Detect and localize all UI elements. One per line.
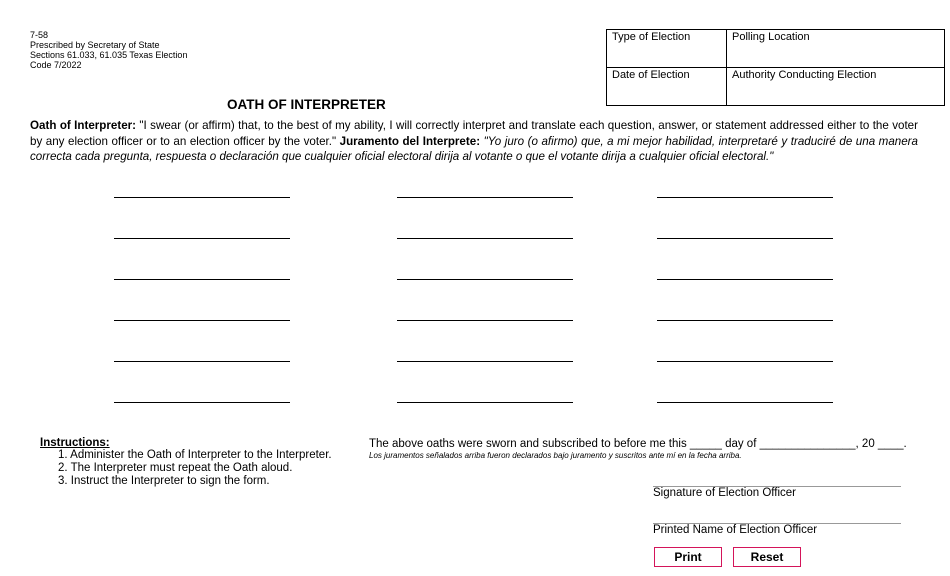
interpreter-signature-line[interactable]: [397, 279, 573, 280]
interpreter-signature-line[interactable]: [657, 238, 833, 239]
form-meta: [30, 30, 187, 70]
interpreter-signature-line[interactable]: [397, 361, 573, 362]
instruction-item: 3. Instruct the Interpreter to sign the form.: [58, 475, 270, 487]
interpreter-signature-line[interactable]: [114, 361, 290, 362]
date-of-election-label: Date of Election: [612, 69, 690, 81]
officer-signature-label: Signature of Election Officer: [653, 487, 796, 499]
interpreter-signature-line[interactable]: [114, 402, 290, 403]
instructions-heading: Instructions:: [40, 437, 110, 449]
reset-button[interactable]: Reset: [733, 547, 801, 567]
interpreter-signature-line[interactable]: [657, 197, 833, 198]
date-of-election-field[interactable]: [607, 68, 727, 106]
interpreter-signature-line[interactable]: [397, 320, 573, 321]
page-title: OATH OF INTERPRETER: [227, 97, 386, 112]
interpreter-signature-line[interactable]: [114, 197, 290, 198]
sworn-statement-spanish: Los juramentos señalados arriba fueron declarados bajo juramento y suscritos ante mí en la fecha arriba.: [369, 451, 742, 460]
type-of-election-label: Type of Election: [612, 31, 691, 43]
interpreter-signature-line[interactable]: [397, 402, 573, 403]
interpreter-signature-line[interactable]: [657, 279, 833, 280]
oath-en-text: "I swear (or affirm) that, to the best of my ability, I will correctly interpret and translate each question, answer, or statement addressed either to the voter by any election officer or to an election officer by the voter.": [30, 119, 918, 148]
form-number: 7-58: [30, 30, 49, 40]
interpreter-signature-line[interactable]: [114, 320, 290, 321]
interpreter-signature-line[interactable]: [114, 279, 290, 280]
sworn-statement: The above oaths were sworn and subscribed to before me this _____ day of _______________, 20 ____.: [369, 438, 907, 450]
oath-en-label: Oath of Interpreter:: [30, 119, 137, 132]
authority-label: Authority Conducting Election: [732, 69, 877, 81]
instruction-item: 1. Administer the Oath of Interpreter to the Interpreter.: [58, 449, 332, 461]
statute-sections: Sections 61.033, 61.035 Texas Election: [30, 50, 188, 60]
interpreter-signature-line[interactable]: [397, 238, 573, 239]
oath-es-text: "Yo juro (o afirmo) que, a mi mejor habilidad, interpretaré y traduciré de una manera correcta cada pregunta, respuesta o declaración que cualquier oficial electoral dirija al votante o que el votante dirija a cualquier oficial electoral.": [30, 134, 918, 163]
polling-location-field[interactable]: [727, 30, 945, 68]
authority-field[interactable]: [727, 68, 945, 106]
interpreter-signature-line[interactable]: [657, 361, 833, 362]
instruction-item: 2. The Interpreter must repeat the Oath aloud.: [58, 462, 293, 474]
form-code: Code 7/2022: [30, 60, 82, 70]
prescribed-by: Prescribed by Secretary of State: [30, 40, 160, 50]
instructions-list: [58, 449, 378, 488]
officer-printed-name-label: Printed Name of Election Officer: [653, 524, 818, 536]
oath-paragraph: [30, 118, 918, 165]
interpreter-signature-line[interactable]: [114, 238, 290, 239]
instructions: [40, 437, 332, 487]
polling-location-label: Polling Location: [732, 31, 810, 43]
interpreter-signature-line[interactable]: [657, 402, 833, 403]
print-button[interactable]: Print: [654, 547, 722, 567]
interpreter-signature-line[interactable]: [397, 197, 573, 198]
election-info-table: [606, 29, 945, 106]
interpreter-signature-line[interactable]: [657, 320, 833, 321]
type-of-election-field[interactable]: [607, 30, 727, 68]
oath-es-label: Juramento del Interprete:: [339, 134, 481, 148]
